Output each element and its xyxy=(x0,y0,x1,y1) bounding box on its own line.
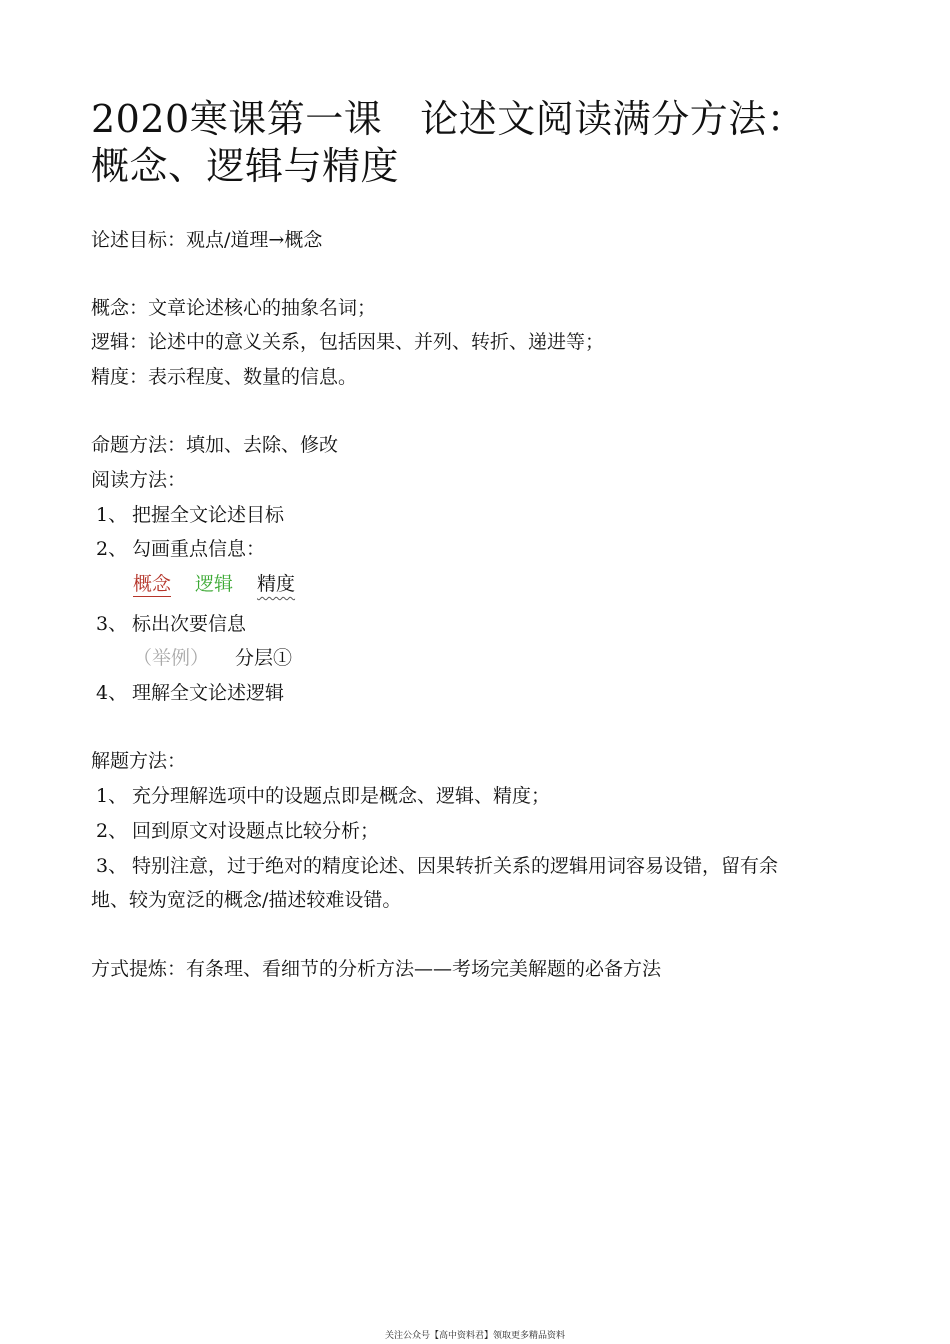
definition-logic: 逻辑：论述中的意义关系，包括因果、并列、转折、递进等； xyxy=(91,331,605,353)
solving-step-1 xyxy=(91,783,550,809)
secondary-info-row xyxy=(133,645,292,671)
reading-step-3 xyxy=(91,611,246,637)
step-text: 勾画重点信息： xyxy=(132,538,266,560)
summary-line: 方式提炼：有条理、看细节的分析方法——考场完美解题的必备方法 xyxy=(91,958,662,980)
step-text: 把握全文论述目标 xyxy=(132,504,285,526)
step-text: 标出次要信息 xyxy=(132,613,247,635)
step-number: 1、 xyxy=(96,504,128,526)
step-number: 3、 xyxy=(96,613,128,635)
step-number: 4、 xyxy=(96,682,128,704)
example-label: （举例） xyxy=(133,647,210,669)
solving-step-3-continued: 地、较为宽泛的概念/描述较难设错。 xyxy=(91,889,402,911)
solving-step-2 xyxy=(91,818,379,844)
highlight-logic: 逻辑 xyxy=(195,573,234,595)
step-number: 3、 xyxy=(96,855,128,877)
highlight-precision: 精度 xyxy=(257,573,296,595)
step-text: 特别注意，过于绝对的精度论述、因果转折关系的逻辑用词容易设错，留有余 xyxy=(132,855,779,877)
highlight-concept: 概念 xyxy=(133,573,172,595)
page-title-line-2: 概念、逻辑与精度 xyxy=(91,144,400,188)
step-number: 1、 xyxy=(96,785,128,807)
step-text: 回到原文对设题点比较分析； xyxy=(132,820,380,842)
reading-step-1 xyxy=(91,502,284,528)
step-text: 理解全文论述逻辑 xyxy=(132,682,285,704)
step-text: 充分理解选项中的设题点即是概念、逻辑、精度； xyxy=(132,785,551,807)
reading-step-2 xyxy=(91,536,265,562)
layer-label: 分层① xyxy=(235,647,293,669)
solving-method-heading: 解题方法： xyxy=(91,750,187,772)
definition-precision: 精度：表示程度、数量的信息。 xyxy=(91,366,358,388)
reading-step-4 xyxy=(91,680,284,706)
solving-step-3 xyxy=(91,853,778,879)
title-topic: 论述文阅读满分方法： xyxy=(420,97,806,141)
highlight-row xyxy=(133,571,295,597)
title-course: 2020寒课第一课 xyxy=(91,97,383,141)
footer-note: 关注公众号【高中资料君】领取更多精品资料 xyxy=(384,1331,565,1341)
definition-concept: 概念：文章论述核心的抽象名词； xyxy=(91,297,377,319)
reading-method-heading: 阅读方法： xyxy=(91,469,187,491)
question-method-line: 命题方法：填加、去除、修改 xyxy=(91,434,339,456)
goal-line: 论述目标：观点/道理→概念 xyxy=(91,229,323,251)
step-number: 2、 xyxy=(96,820,128,842)
step-number: 2、 xyxy=(96,538,128,560)
page-title-line-1 xyxy=(91,97,805,141)
